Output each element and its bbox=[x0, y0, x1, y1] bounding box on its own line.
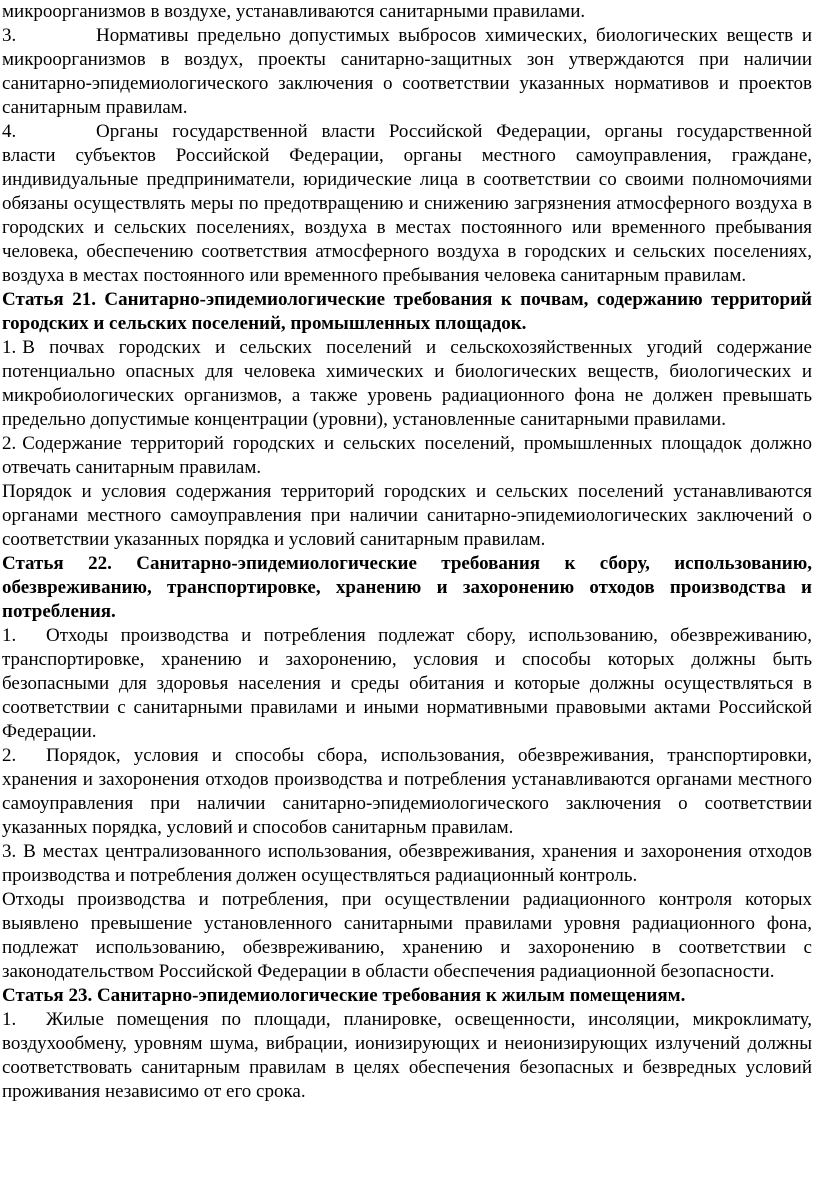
paragraph-text: В почвах городских и сельских поселений и сельскохозяйственных угодий содержание потенциально опасных для человека химических и биологических веществ, биологических и микробиологических организмов, а также уровень радиационного фона не должен превышать предельно допустимые концентрации (уровни), установленные санитарными правилами. bbox=[2, 337, 812, 430]
paragraph-text: Органы государственной власти Российской Федерации, органы государственной власти субъектов Российской Федерации, органы местного самоуправления, граждане, индивидуальные предприниматели, юридические лица в соответствии со своими полномочиями обязаны осуществлять меры по предотвращению и снижению загрязнения атмосферного воздуха в городских и сельских поселениях, воздуха в местах постоянного или временного пребывания человека, обеспечению соответствия атмосферного воздуха в городских и сельских поселениях, воздуха в местах постоянного или временного пребывания человека санитарным правилам. bbox=[2, 121, 812, 286]
item-number: 2. bbox=[2, 433, 17, 454]
paragraph-text: Отходы производства и потребления подлежат сбору, использованию, обезвреживанию, транспортировке, хранению и захоронению, условия и способы которых должны быть безопасными для здоровья населения и среды обитания и которые должны осуществляться в соответствии с санитарными правилами и иными нормативными правовыми актами Российской Федерации. bbox=[2, 625, 812, 742]
article-22-item-1 bbox=[2, 624, 812, 744]
article-21-item-1 bbox=[2, 336, 812, 432]
paragraph-item-4 bbox=[2, 120, 812, 288]
article-22-paragraph: Отходы производства и потребления, при осуществлении радиационного контроля которых выявлено превышение установленного санитарными правилами уровня радиационного фона, подлежат использованию, обезвреживанию, хранению и захоронению в соответствии с законодательством Российской Федерации в области обеспечения радиационной безопасности. bbox=[2, 889, 812, 982]
paragraph-text: Содержание территорий городских и сельских поселений, промышленных площадок должно отвечать санитарным правилам. bbox=[2, 433, 812, 478]
item-number: 2. bbox=[2, 745, 17, 766]
paragraph-item-3 bbox=[2, 24, 812, 120]
article-22-item-2 bbox=[2, 744, 812, 840]
article-21-paragraph: Порядок и условия содержания территорий городских и сельских поселений устанавливаются органами местного самоуправления при наличии санитарно-эпидемиологических заключений о соответствии указанных порядка и условий санитарным правилам. bbox=[2, 481, 812, 550]
article-23-heading: Статья 23. Санитарно-эпидемиологические требования к жилым помещениям. bbox=[2, 985, 686, 1006]
paragraph-text: Порядок, условия и способы сбора, использования, обезвреживания, транспортировки, хранения и захоронения отходов производства и потребления устанавливаются органами местного самоуправления при наличии санитарно-эпидемиологического заключения о соответствии указанных порядка, условий и способов санитарньм правилам. bbox=[2, 745, 812, 838]
item-number: 3. bbox=[2, 25, 17, 46]
article-22-item-3: 3. В местах централизованного использования, обезвреживания, хранения и захоронения отходов производства и потребления должен осуществляться радиационный контроль. bbox=[2, 841, 812, 886]
article-23-item-1 bbox=[2, 1008, 812, 1104]
paragraph-text: Жилые помещения по площади, планировке, освещенности, инсоляции, микроклимату, воздухообмену, уровням шума, вибрации, ионизирующих и неионизирующих излучений должны соответствовать санитарным правилам в целях обеспечения безопасных и безвредных условий проживания независимо от его срока. bbox=[2, 1009, 812, 1102]
article-21-heading: Статья 21. Санитарно-эпидемиологические требования к почвам, содержанию территорий городских и сельских поселений, промышленных площадок. bbox=[2, 289, 812, 334]
article-22-heading: Статья 22. Санитарно-эпидемиологические требования к сбору, использованию, обезвреживанию, транспортировке, хранению и захоронению отходов производства и потребления. bbox=[2, 553, 812, 622]
article-21-item-2 bbox=[2, 432, 812, 480]
item-number: 1. bbox=[2, 337, 17, 358]
item-number: 1. bbox=[2, 1009, 17, 1030]
item-number: 4. bbox=[2, 121, 17, 142]
item-number: 1. bbox=[2, 625, 17, 646]
paragraph-fragment: микроорганизмов в воздухе, устанавливаются санитарными правилами. bbox=[2, 1, 586, 22]
paragraph-text: Нормативы предельно допустимых выбросов химических, биологических веществ и микроорганизмов в воздух, проекты санитарно-защитных зон утверждаются при наличии санитарно-эпидемиологического заключения о соответствии указанных нормативов и проектов санитарным правилам. bbox=[2, 25, 812, 118]
